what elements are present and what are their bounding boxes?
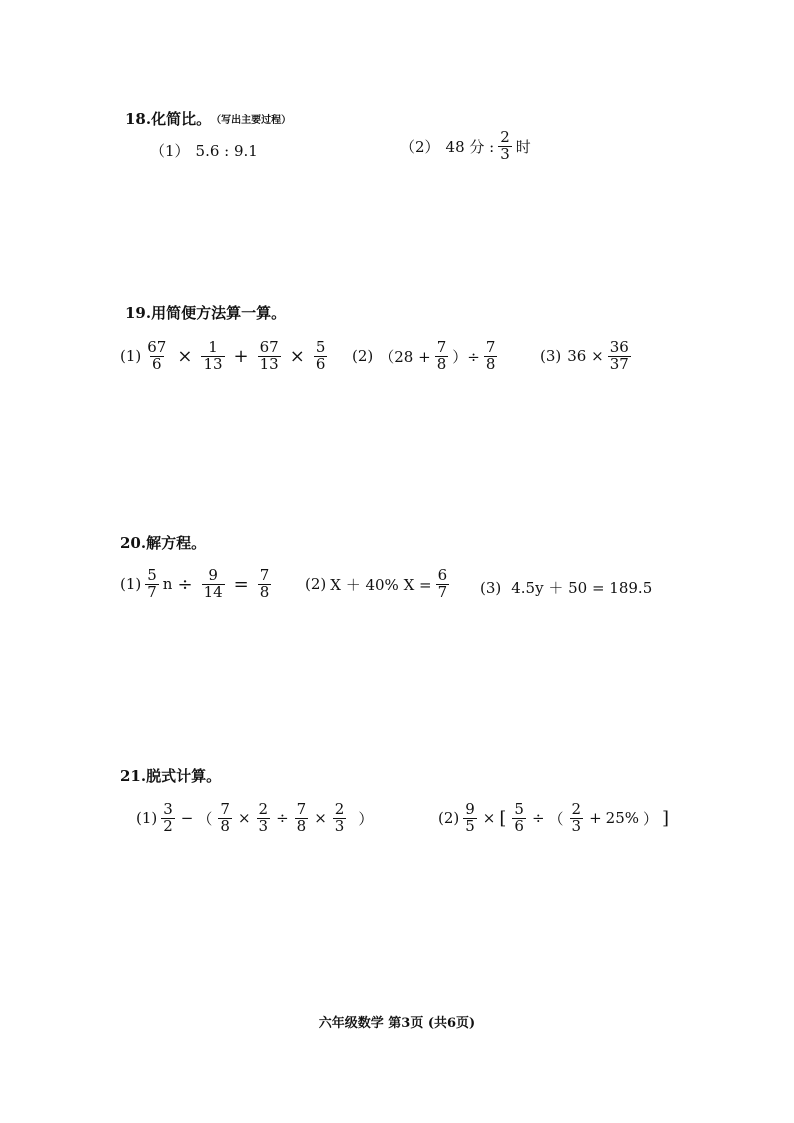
equals-sign: = — [233, 573, 249, 595]
times-operator: × — [289, 345, 305, 367]
fraction: $\frac{2}{3}$ — [500, 128, 510, 163]
divide-operator: ÷ — [531, 809, 545, 828]
q19-p3-label: (3) — [540, 347, 562, 366]
fraction: $\frac{6}{7}$ — [437, 566, 448, 601]
minus-operator: − — [180, 809, 194, 828]
q18-part2 — [400, 130, 531, 163]
times-operator: × — [482, 809, 496, 828]
q18-title: 18.化简比。 — [125, 110, 212, 128]
open-paren: （ — [548, 809, 564, 828]
fraction: $\frac{36}{37}$ — [609, 338, 629, 373]
close-bracket: ] — [662, 807, 670, 829]
q18-note: （写出主要过程） — [211, 115, 292, 126]
q21-p1-label: (1) — [136, 809, 158, 828]
fraction: $\frac{2}{3}$ — [571, 800, 582, 835]
q19-p2-close: ）÷ — [452, 347, 480, 366]
fraction: $\frac{9}{14}$ — [203, 566, 223, 601]
fraction: $\frac{7}{8}$ — [296, 800, 307, 835]
q18-part1 — [150, 140, 258, 161]
q20-p2-expr: X ＋ 40% X = — [330, 575, 432, 594]
q18-p2-post: 时 — [515, 137, 531, 156]
q20-part2 — [305, 568, 453, 601]
fraction: $\frac{7}{8}$ — [259, 566, 270, 601]
times-operator: × — [314, 809, 327, 828]
fraction: $\frac{7}{8}$ — [436, 338, 447, 373]
q18-p1-expr: 5.6 : 9.1 — [195, 141, 258, 160]
q18-heading — [125, 108, 291, 129]
q18-p1-label: （1） — [150, 142, 190, 160]
times-operator: × — [177, 345, 193, 367]
q19-p2-open: （28 + — [379, 347, 431, 366]
q21-p2-label: (2) — [438, 809, 460, 828]
q20-p3-expr: 4.5y ＋ 50 = 189.5 — [511, 579, 653, 597]
fraction: $\frac{9}{5}$ — [465, 800, 475, 835]
percent-value: 25% — [605, 809, 640, 828]
fraction: $\frac{3}{2}$ — [163, 800, 173, 835]
q20-title: 20.解方程。 — [120, 534, 207, 552]
q20-heading — [120, 532, 206, 553]
fraction: $\frac{1}{13}$ — [203, 338, 223, 373]
footer-text: 六年级数学 第3页 (共6页) — [318, 1016, 476, 1031]
q18-p2-label: （2） — [400, 137, 440, 156]
q20-part3 — [480, 577, 652, 598]
q21-heading — [120, 765, 221, 786]
fraction: $\frac{5}{6}$ — [514, 800, 524, 835]
q19-title: 19.用简便方法算一算。 — [125, 304, 287, 322]
q20-p2-label: (2) — [305, 575, 327, 594]
q21-part2 — [438, 802, 671, 835]
plus-operator: + — [589, 809, 602, 828]
q20-p1-var: n — [162, 575, 173, 594]
fraction: $\frac{5}{7}$ — [147, 566, 157, 601]
close-paren: ） — [358, 809, 374, 828]
page-footer — [0, 1012, 794, 1031]
fraction: $\frac{67}{13}$ — [259, 338, 279, 373]
q20-part1 — [120, 568, 275, 601]
q19-p2-label: (2) — [352, 347, 374, 366]
q19-p3-pre: 36 × — [567, 347, 604, 366]
fraction: $\frac{67}{6}$ — [147, 338, 167, 373]
q21-title: 21.脱式计算。 — [120, 767, 222, 785]
fraction: $\frac{5}{6}$ — [315, 338, 326, 373]
plus-operator: + — [233, 345, 249, 367]
fraction: $\frac{7}{8}$ — [220, 800, 230, 835]
divide-operator: ÷ — [276, 809, 289, 828]
times-operator: × — [237, 809, 251, 828]
fraction: $\frac{7}{8}$ — [485, 338, 496, 373]
q20-p3-label: (3) — [480, 578, 502, 597]
open-paren: （ — [197, 809, 213, 828]
fraction: $\frac{2}{3}$ — [334, 800, 345, 835]
fraction: $\frac{2}{3}$ — [258, 800, 269, 835]
divide-operator: ÷ — [177, 573, 193, 595]
q19-part2 — [352, 340, 501, 373]
q20-p1-label: (1) — [120, 575, 142, 594]
q19-part3 — [540, 340, 635, 373]
q21-part1 — [136, 802, 375, 835]
close-paren: ） — [643, 809, 659, 828]
q19-part1 — [120, 340, 331, 373]
q19-p1-label: (1) — [120, 347, 142, 366]
q19-heading — [125, 302, 286, 323]
open-bracket: [ — [499, 807, 507, 829]
q18-p2-pre: 48 分 : — [445, 137, 495, 156]
